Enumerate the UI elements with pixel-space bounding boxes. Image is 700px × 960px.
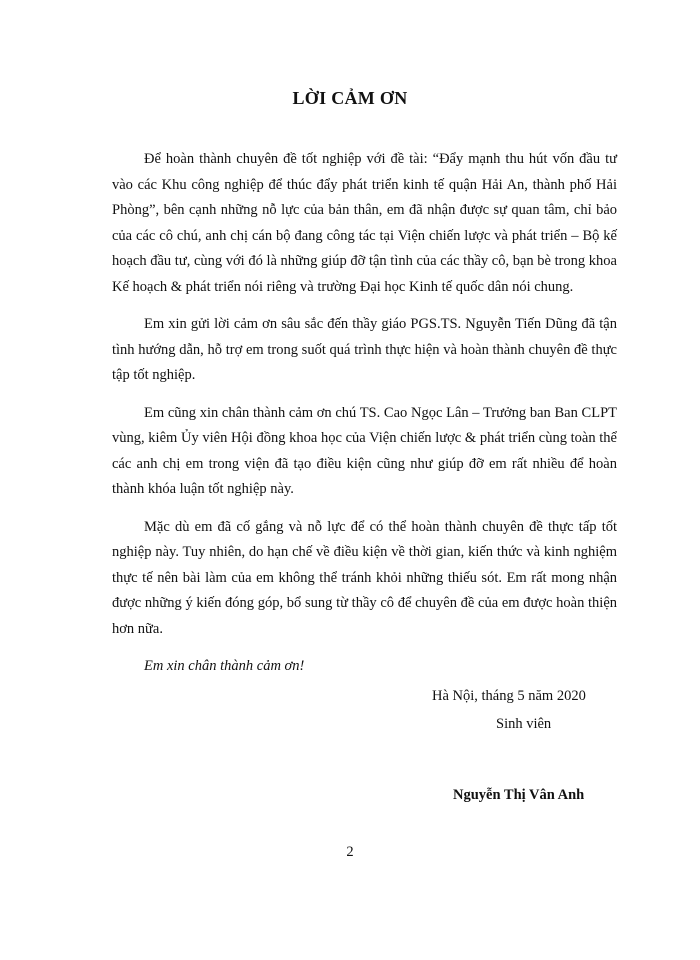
paragraph-2: Em xin gửi lời cảm ơn sâu sắc đến thầy giáo PGS.TS. Nguyễn Tiến Dũng đã tận tình hướng dẫn, hỗ trợ em trong suốt quá trình thực hiện và hoàn thành chuyên đề thực tập tốt nghiệp. <box>112 316 617 383</box>
paragraph-3: Em cũng xin chân thành cảm ơn chú TS. Cao Ngọc Lân – Trưởng ban Ban CLPT vùng, kiêm Ủy viên Hội đồng khoa học của Viện chiến lược & phát triển cùng toàn thể các anh chị em trong viện đã tạo điều kiện cũng như giúp đỡ em rất nhiều để hoàn thành khóa luận tốt nghiệp này. <box>112 404 617 497</box>
page-number: 2 <box>346 844 354 860</box>
signature-name: Nguyễn Thị Vân Anh <box>453 787 585 803</box>
signature-role: Sinh viên <box>496 716 552 732</box>
closing-thanks: Em xin chân thành cảm ơn! <box>144 658 305 674</box>
signature-place-date: Hà Nội, tháng 5 năm 2020 <box>432 688 586 704</box>
paragraph-4: Mặc dù em đã cố gắng và nỗ lực để có thể hoàn thành chuyên đề thực tấp tốt nghiệp này. Tuy nhiên, do hạn chế về điều kiện về thời gian, kiến thức và kinh nghiệm thực tế nên bài làm của em không thể tránh khỏi những thiếu sót. Em rất mong nhận được những ý kiến đóng góp, bổ sung từ thầy cô để chuyên đề của em được hoàn thiện hơn nữa. <box>112 518 617 637</box>
page-title: LỜI CẢM ƠN <box>292 88 408 108</box>
acknowledgement-body <box>112 147 617 692</box>
paragraph-1: Để hoàn thành chuyên đề tốt nghiệp với đề tài: “Đẩy mạnh thu hút vốn đầu tư vào các Khu công nghiệp để thúc đẩy phát triển kinh tế quận Hải An, thành phố Hải Phòng”, bên cạnh những nỗ lực của bản thân, em đã nhận được sự quan tâm, chỉ bảo của các cô chú, anh chị cán bộ đang công tác tại Viện chiến lược và phát triển – Bộ kế hoạch đầu tư, cùng với đó là những giúp đỡ tận tình của các thầy cô, bạn bè trong khoa Kế hoạch & phát triển nói riêng và trường Đại học Kinh tế quốc dân nói chung. <box>112 151 617 295</box>
